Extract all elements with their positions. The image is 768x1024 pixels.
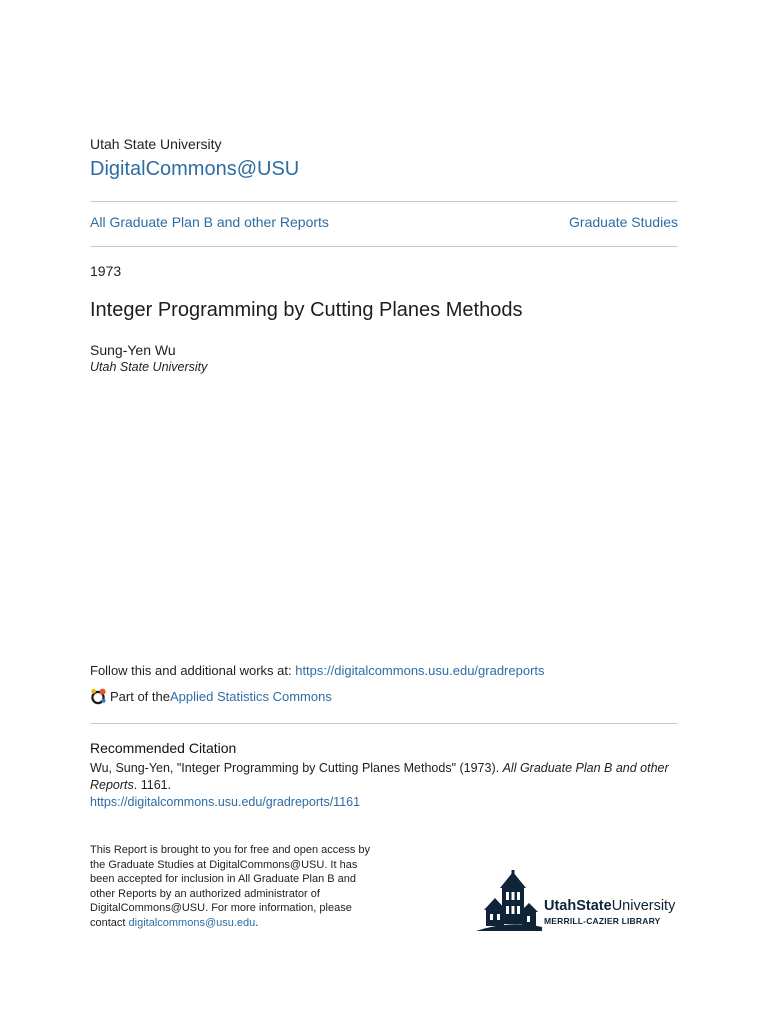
part-of-line	[90, 688, 332, 705]
access-notice	[90, 843, 382, 931]
network-commons-icon	[90, 688, 107, 705]
citation-start: Wu, Sung-Yen, "Integer Programming by Cutting Planes Methods" (1973).	[90, 761, 503, 775]
citation-series: All Graduate Plan B and other Reports	[90, 761, 669, 792]
divider-breadcrumb	[90, 246, 678, 247]
document-title: Integer Programming by Cutting Planes Methods	[90, 299, 523, 321]
citation-url-link[interactable]: https://digitalcommons.usu.edu/gradreports/1161	[90, 795, 361, 809]
author-affiliation: Utah State University	[90, 360, 208, 374]
wordmark-bold: UtahState	[544, 898, 612, 914]
university-wordmark	[544, 898, 675, 914]
author-name: Sung-Yen Wu	[90, 342, 176, 358]
wordmark-regular: University	[611, 898, 676, 914]
follow-prefix: Follow this and additional works at:	[90, 663, 296, 678]
publication-year: 1973	[90, 263, 122, 279]
follow-line	[90, 663, 545, 678]
citation-text	[90, 760, 678, 794]
cover-page	[90, 0, 678, 1024]
follow-url-link[interactable]: https://digitalcommons.usu.edu/gradreports	[295, 663, 545, 678]
divider-top	[90, 201, 678, 202]
citation-end: . 1161.	[133, 778, 172, 792]
divider-citation	[90, 723, 678, 724]
repository-link[interactable]: DigitalCommons@USU	[90, 158, 300, 180]
library-logo	[474, 870, 684, 934]
series-link[interactable]: All Graduate Plan B and other Reports	[90, 214, 329, 230]
institution-name: Utah State University	[90, 136, 222, 152]
notice-end: .	[255, 916, 259, 929]
citation-heading: Recommended Citation	[90, 740, 237, 756]
part-of-prefix: Part of the	[110, 689, 170, 704]
notice-text: This Report is brought to you for free and open access by the Graduate Studies at DigitalCommons@USU. It has been accepted for inclusion in All Graduate Plan B and other Reports by an authorized administrator of DigitalCommons@USU. For more information, please contact	[90, 844, 371, 929]
library-name: MERRILL-CAZIER LIBRARY	[544, 916, 661, 926]
old-main-tower-icon	[474, 870, 544, 934]
department-link[interactable]: Graduate Studies	[569, 214, 678, 230]
contact-email-link[interactable]: digitalcommons@usu.edu	[128, 916, 256, 929]
commons-link[interactable]: Applied Statistics Commons	[169, 689, 332, 704]
